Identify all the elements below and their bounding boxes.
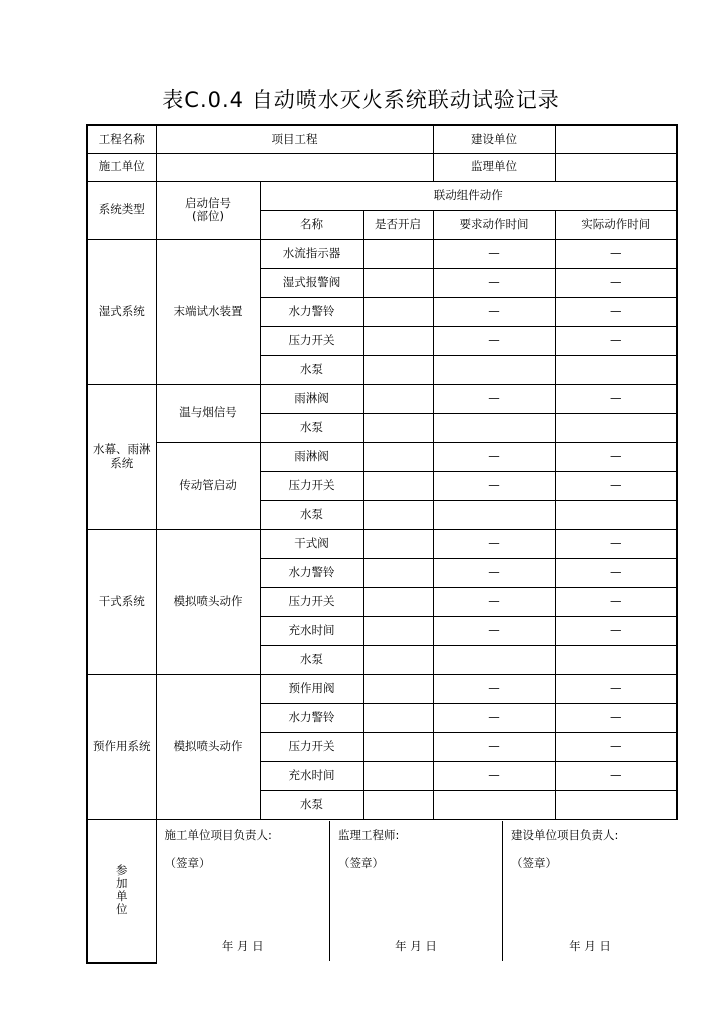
opened-cell[interactable] [363, 471, 433, 500]
owner-manager-label: 建设单位项目负责人: [511, 828, 619, 842]
required-time-cell: — [433, 239, 555, 268]
component-name: 预作用阀 [260, 674, 363, 703]
dry-system-type: 干式系统 [87, 529, 156, 674]
actual-time-cell: — [555, 732, 677, 761]
opened-cell[interactable] [363, 326, 433, 355]
actual-time-cell[interactable] [555, 790, 677, 819]
linkage-header: 联动组件动作 [260, 181, 677, 210]
signature-table [157, 821, 678, 961]
required-time-cell: — [433, 442, 555, 471]
actual-time-cell: — [555, 471, 677, 500]
component-name: 雨淋阀 [260, 442, 363, 471]
opened-cell[interactable] [363, 703, 433, 732]
opened-cell[interactable] [363, 500, 433, 529]
required-time-cell: — [433, 703, 555, 732]
component-name: 充水时间 [260, 761, 363, 790]
component-name: 水力警铃 [260, 558, 363, 587]
owner-signature-block[interactable] [503, 821, 678, 961]
dry-system-signal: 模拟喷头动作 [156, 529, 260, 674]
supervision-unit-value[interactable] [555, 153, 677, 181]
opened-cell[interactable] [363, 587, 433, 616]
name-header: 名称 [260, 210, 363, 239]
required-time-cell: — [433, 674, 555, 703]
required-time-cell[interactable] [433, 500, 555, 529]
signature-area [156, 819, 677, 963]
required-time-cell: — [433, 326, 555, 355]
component-name: 水泵 [260, 500, 363, 529]
component-name: 水泵 [260, 355, 363, 384]
actual-time-cell: — [555, 442, 677, 471]
required-time-cell: — [433, 587, 555, 616]
wet-system-type: 湿式系统 [87, 239, 156, 384]
component-name: 压力开关 [260, 326, 363, 355]
component-name: 水力警铃 [260, 297, 363, 326]
deluge-signal-1: 温与烟信号 [156, 384, 260, 442]
supervisor-label: 监理工程师: [338, 828, 400, 842]
page-title: 表C.0.4 自动喷水灭火系统联动试验记录 [162, 88, 560, 112]
actual-time-cell: — [555, 616, 677, 645]
required-time-cell: — [433, 616, 555, 645]
system-type-header: 系统类型 [87, 181, 156, 239]
required-time-cell[interactable] [433, 645, 555, 674]
actual-time-header: 实际动作时间 [555, 210, 677, 239]
deluge-system-type: 水幕、雨淋系统 [87, 384, 156, 529]
builder-manager-label: 施工单位项目负责人: [164, 828, 272, 842]
construction-unit-label: 建设单位 [433, 125, 555, 153]
linkage-test-record-table [86, 124, 678, 964]
start-signal-header [156, 181, 260, 239]
required-time-header: 要求动作时间 [433, 210, 555, 239]
opened-cell[interactable] [363, 616, 433, 645]
builder-signature-block[interactable] [157, 821, 330, 961]
actual-time-cell: — [555, 587, 677, 616]
actual-time-cell: — [555, 297, 677, 326]
opened-cell[interactable] [363, 442, 433, 471]
participants-char: 单 [116, 889, 128, 904]
required-time-cell: — [433, 471, 555, 500]
wet-system-signal: 末端试水装置 [156, 239, 260, 384]
required-time-cell: — [433, 384, 555, 413]
opened-cell[interactable] [363, 239, 433, 268]
opened-cell[interactable] [363, 413, 433, 442]
component-name: 压力开关 [260, 732, 363, 761]
component-name: 压力开关 [260, 587, 363, 616]
supervisor-seal-label: （签章） [338, 856, 384, 870]
opened-cell[interactable] [363, 674, 433, 703]
component-name: 水泵 [260, 413, 363, 442]
required-time-cell: — [433, 529, 555, 558]
preaction-system-signal: 模拟喷头动作 [156, 674, 260, 819]
required-time-cell[interactable] [433, 790, 555, 819]
supervision-unit-label: 监理单位 [433, 153, 555, 181]
actual-time-cell[interactable] [555, 355, 677, 384]
component-name: 压力开关 [260, 471, 363, 500]
start-signal-title: 启动信号 [185, 195, 231, 210]
preaction-system-type: 预作用系统 [87, 674, 156, 819]
supervisor-signature-block[interactable] [330, 821, 503, 961]
required-time-cell: — [433, 761, 555, 790]
owner-date-label: 年 月 日 [569, 938, 611, 953]
builder-date-label: 年 月 日 [221, 938, 264, 953]
actual-time-cell[interactable] [555, 413, 677, 442]
required-time-cell[interactable] [433, 413, 555, 442]
participants-char: 加 [116, 876, 128, 891]
owner-seal-label: （签章） [511, 856, 557, 870]
actual-time-cell: — [555, 529, 677, 558]
actual-time-cell: — [555, 239, 677, 268]
required-time-cell: — [433, 558, 555, 587]
opened-cell[interactable] [363, 384, 433, 413]
required-time-cell[interactable] [433, 355, 555, 384]
deluge-signal-2: 传动管启动 [156, 442, 260, 529]
opened-cell[interactable] [363, 268, 433, 297]
component-name: 水流指示器 [260, 239, 363, 268]
component-name: 水泵 [260, 790, 363, 819]
participants-label-text [115, 864, 129, 916]
actual-time-cell[interactable] [555, 645, 677, 674]
opened-cell[interactable] [363, 790, 433, 819]
opened-cell[interactable] [363, 529, 433, 558]
supervisor-date-label: 年 月 日 [395, 938, 437, 953]
actual-time-cell: — [555, 558, 677, 587]
opened-cell[interactable] [363, 558, 433, 587]
builder-seal-label: （签章） [164, 856, 211, 870]
required-time-cell: — [433, 297, 555, 326]
builder-label: 施工单位 [87, 153, 156, 181]
participants-char: 参 [116, 863, 128, 878]
component-name: 水泵 [260, 645, 363, 674]
component-name: 湿式报警阀 [260, 268, 363, 297]
participants-char: 位 [116, 902, 128, 917]
actual-time-cell: — [555, 703, 677, 732]
opened-cell[interactable] [363, 645, 433, 674]
component-name: 水力警铃 [260, 703, 363, 732]
project-name-value[interactable]: 项目工程 [156, 125, 433, 153]
start-signal-subtitle: (部位) [192, 209, 224, 223]
actual-time-cell: — [555, 268, 677, 297]
actual-time-cell[interactable] [555, 500, 677, 529]
actual-time-cell: — [555, 674, 677, 703]
opened-header: 是否开启 [363, 210, 433, 239]
actual-time-cell: — [555, 326, 677, 355]
opened-cell[interactable] [363, 297, 433, 326]
actual-time-cell: — [555, 384, 677, 413]
required-time-cell: — [433, 732, 555, 761]
builder-value[interactable] [156, 153, 433, 181]
required-time-cell: — [433, 268, 555, 297]
opened-cell[interactable] [363, 355, 433, 384]
actual-time-cell: — [555, 761, 677, 790]
component-name: 充水时间 [260, 616, 363, 645]
construction-unit-value[interactable] [555, 125, 677, 153]
opened-cell[interactable] [363, 732, 433, 761]
participants-label [87, 819, 156, 963]
opened-cell[interactable] [363, 761, 433, 790]
project-name-label: 工程名称 [87, 125, 156, 153]
component-name: 干式阀 [260, 529, 363, 558]
component-name: 雨淋阀 [260, 384, 363, 413]
